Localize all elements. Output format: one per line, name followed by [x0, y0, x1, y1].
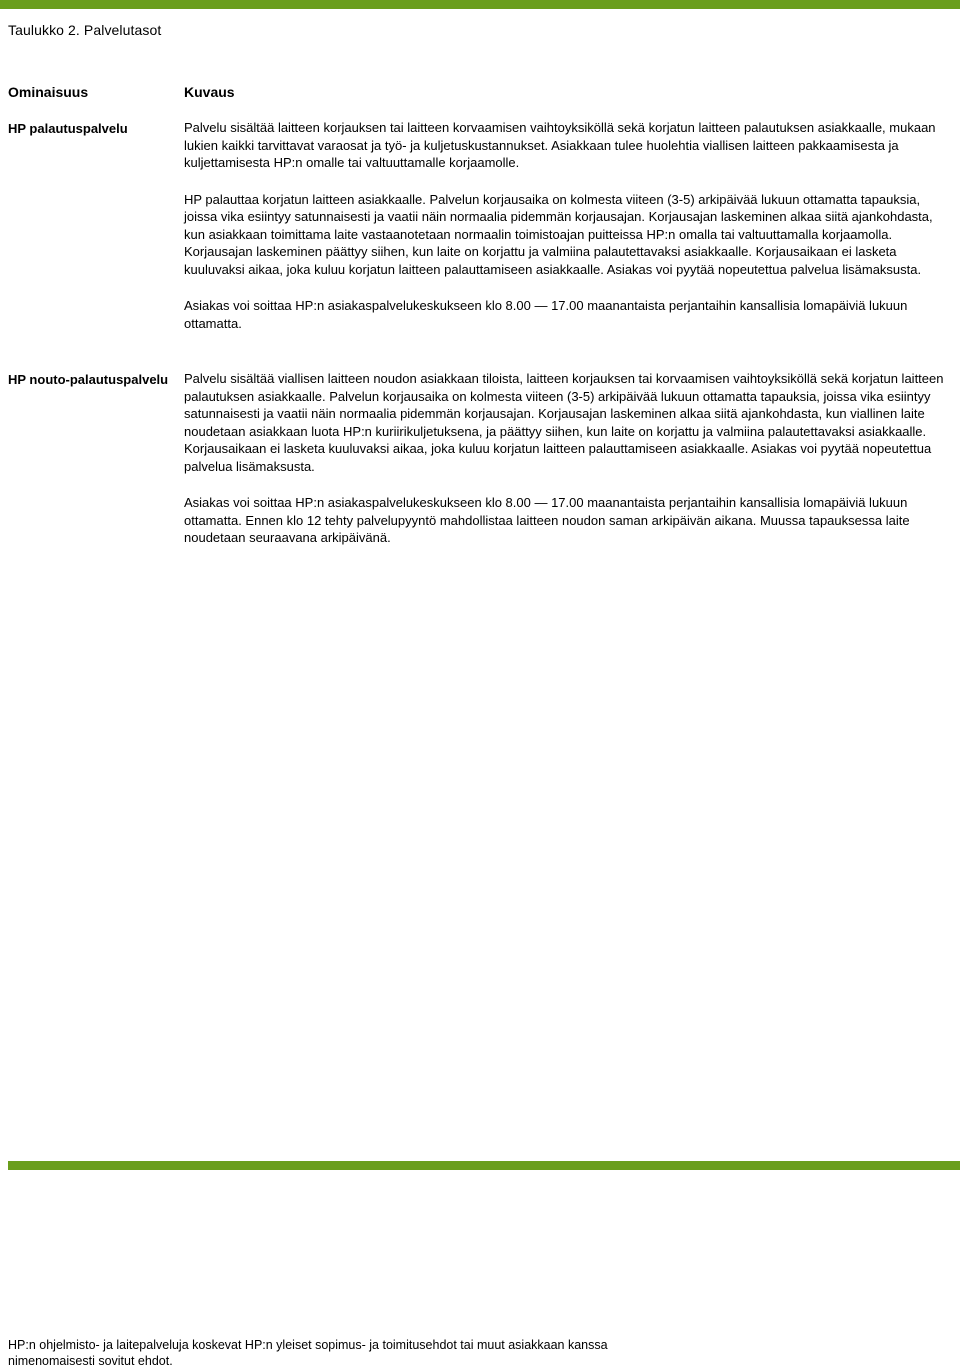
- top-green-rule: [0, 0, 960, 9]
- column-header-feature: Ominaisuus: [8, 84, 89, 100]
- description-paragraph: Asiakas voi soittaa HP:n asiakaspalvelukeskukseen klo 8.00 — 17.00 maanantaista perjantaihin kansallisia lomapäiviä lukuun ottamatta. Ennen klo 12 tehty palvelupyyntö mahdollistaa laitteen noudon saman arkipäivän aikana. Muussa tapauksessa laite noudetaan seuraavana arkipäivänä.: [184, 495, 910, 545]
- row-description-pickup-return-service: [184, 370, 954, 547]
- description-paragraph: Palvelu sisältää viallisen laitteen noudon asiakkaan tiloista, laitteen korjauksen tai korvaamisen vaihtoyksiköllä sekä korjatun laitteen palautuksen asiakkaalle. Palvelun korjausaika on kolmesta viiteen (3-5) arkipäivää lukuun ottamatta tapauksia, joissa vika esiintyy satunnaisesti ja vaatii näin normaalia pidemmän korjausajan. Korjausajan laskeminen alkaa siitä ajankohdasta, kun viallinen laite noudetaan asiakkaan luota HP:n kuriirikuljetuksena, ja päättyy siihen, kun laite on korjattu ja valmiina palautettavaksi asiakkaalle. Korjausaikaan ei lasketa kuuluvaksi aikaa, joka kuluu korjatun laitteen palauttamiseen asiakkaalle. Asiakas voi pyytää nopeutettua palvelua lisämaksusta.: [184, 371, 944, 474]
- row-label-return-service: HP palautuspalvelu: [8, 121, 128, 136]
- footer-note: HP:n ohjelmisto- ja laitepalveluja koskevat HP:n yleiset sopimus- ja toimitusehdot tai muut asiakkaan kanssa nimenomaisesti sovitut ehdot.: [8, 1338, 608, 1368]
- row-description-return-service: [184, 119, 954, 332]
- description-paragraph: HP palauttaa korjatun laitteen asiakkaalle. Palvelun korjausaika on kolmesta viiteen (3-5) arkipäivää lukuun ottamatta tapauksia, joissa vika esiintyy satunnaisesti ja vaatii näin normaalia pidemmän korjausajan. Korjausajan laskeminen alkaa siitä ajankohdasta, kun asiakkaan toimittama laite vastaanotetaan normaalin toimistoajan puitteissa HP:n omalla tai valtuuttamalla korjaamolla. Korjausajan laskeminen päättyy siihen, kun laite on korjattu ja valmiina palautettavaksi asiakkaalle. Korjausaikaan ei lasketa kuuluvaksi aikaa, joka kuluu korjatun laitteen palauttamiseen asiakkaalle. Asiakas voi pyytää nopeutettua palvelua lisämaksusta.: [184, 191, 933, 277]
- description-paragraph: Palvelu sisältää laitteen korjauksen tai laitteen korvaamisen vaihtoyksiköllä sekä korjatun laitteen palautuksen asiakkaalle, mukaan lukien kaikki tarvittavat varaosat ja työ- ja kuljetuskustannukset. Asiakkaan tulee huolehtia viallisen laitteen pakkaamisesta ja kuljettamisesta HP:n omalle tai valtuuttamalle korjaamolle.: [184, 120, 936, 170]
- table-caption: Taulukko 2. Palvelutasot: [8, 22, 162, 38]
- row-label-pickup-return-service: HP nouto-palautuspalvelu: [8, 372, 169, 387]
- bottom-green-rule: [8, 1161, 960, 1170]
- column-header-description: Kuvaus: [184, 84, 235, 100]
- description-paragraph: Asiakas voi soittaa HP:n asiakaspalvelukeskukseen klo 8.00 — 17.00 maanantaista perjantaihin kansallisia lomapäiviä lukuun ottamatta.: [184, 298, 908, 331]
